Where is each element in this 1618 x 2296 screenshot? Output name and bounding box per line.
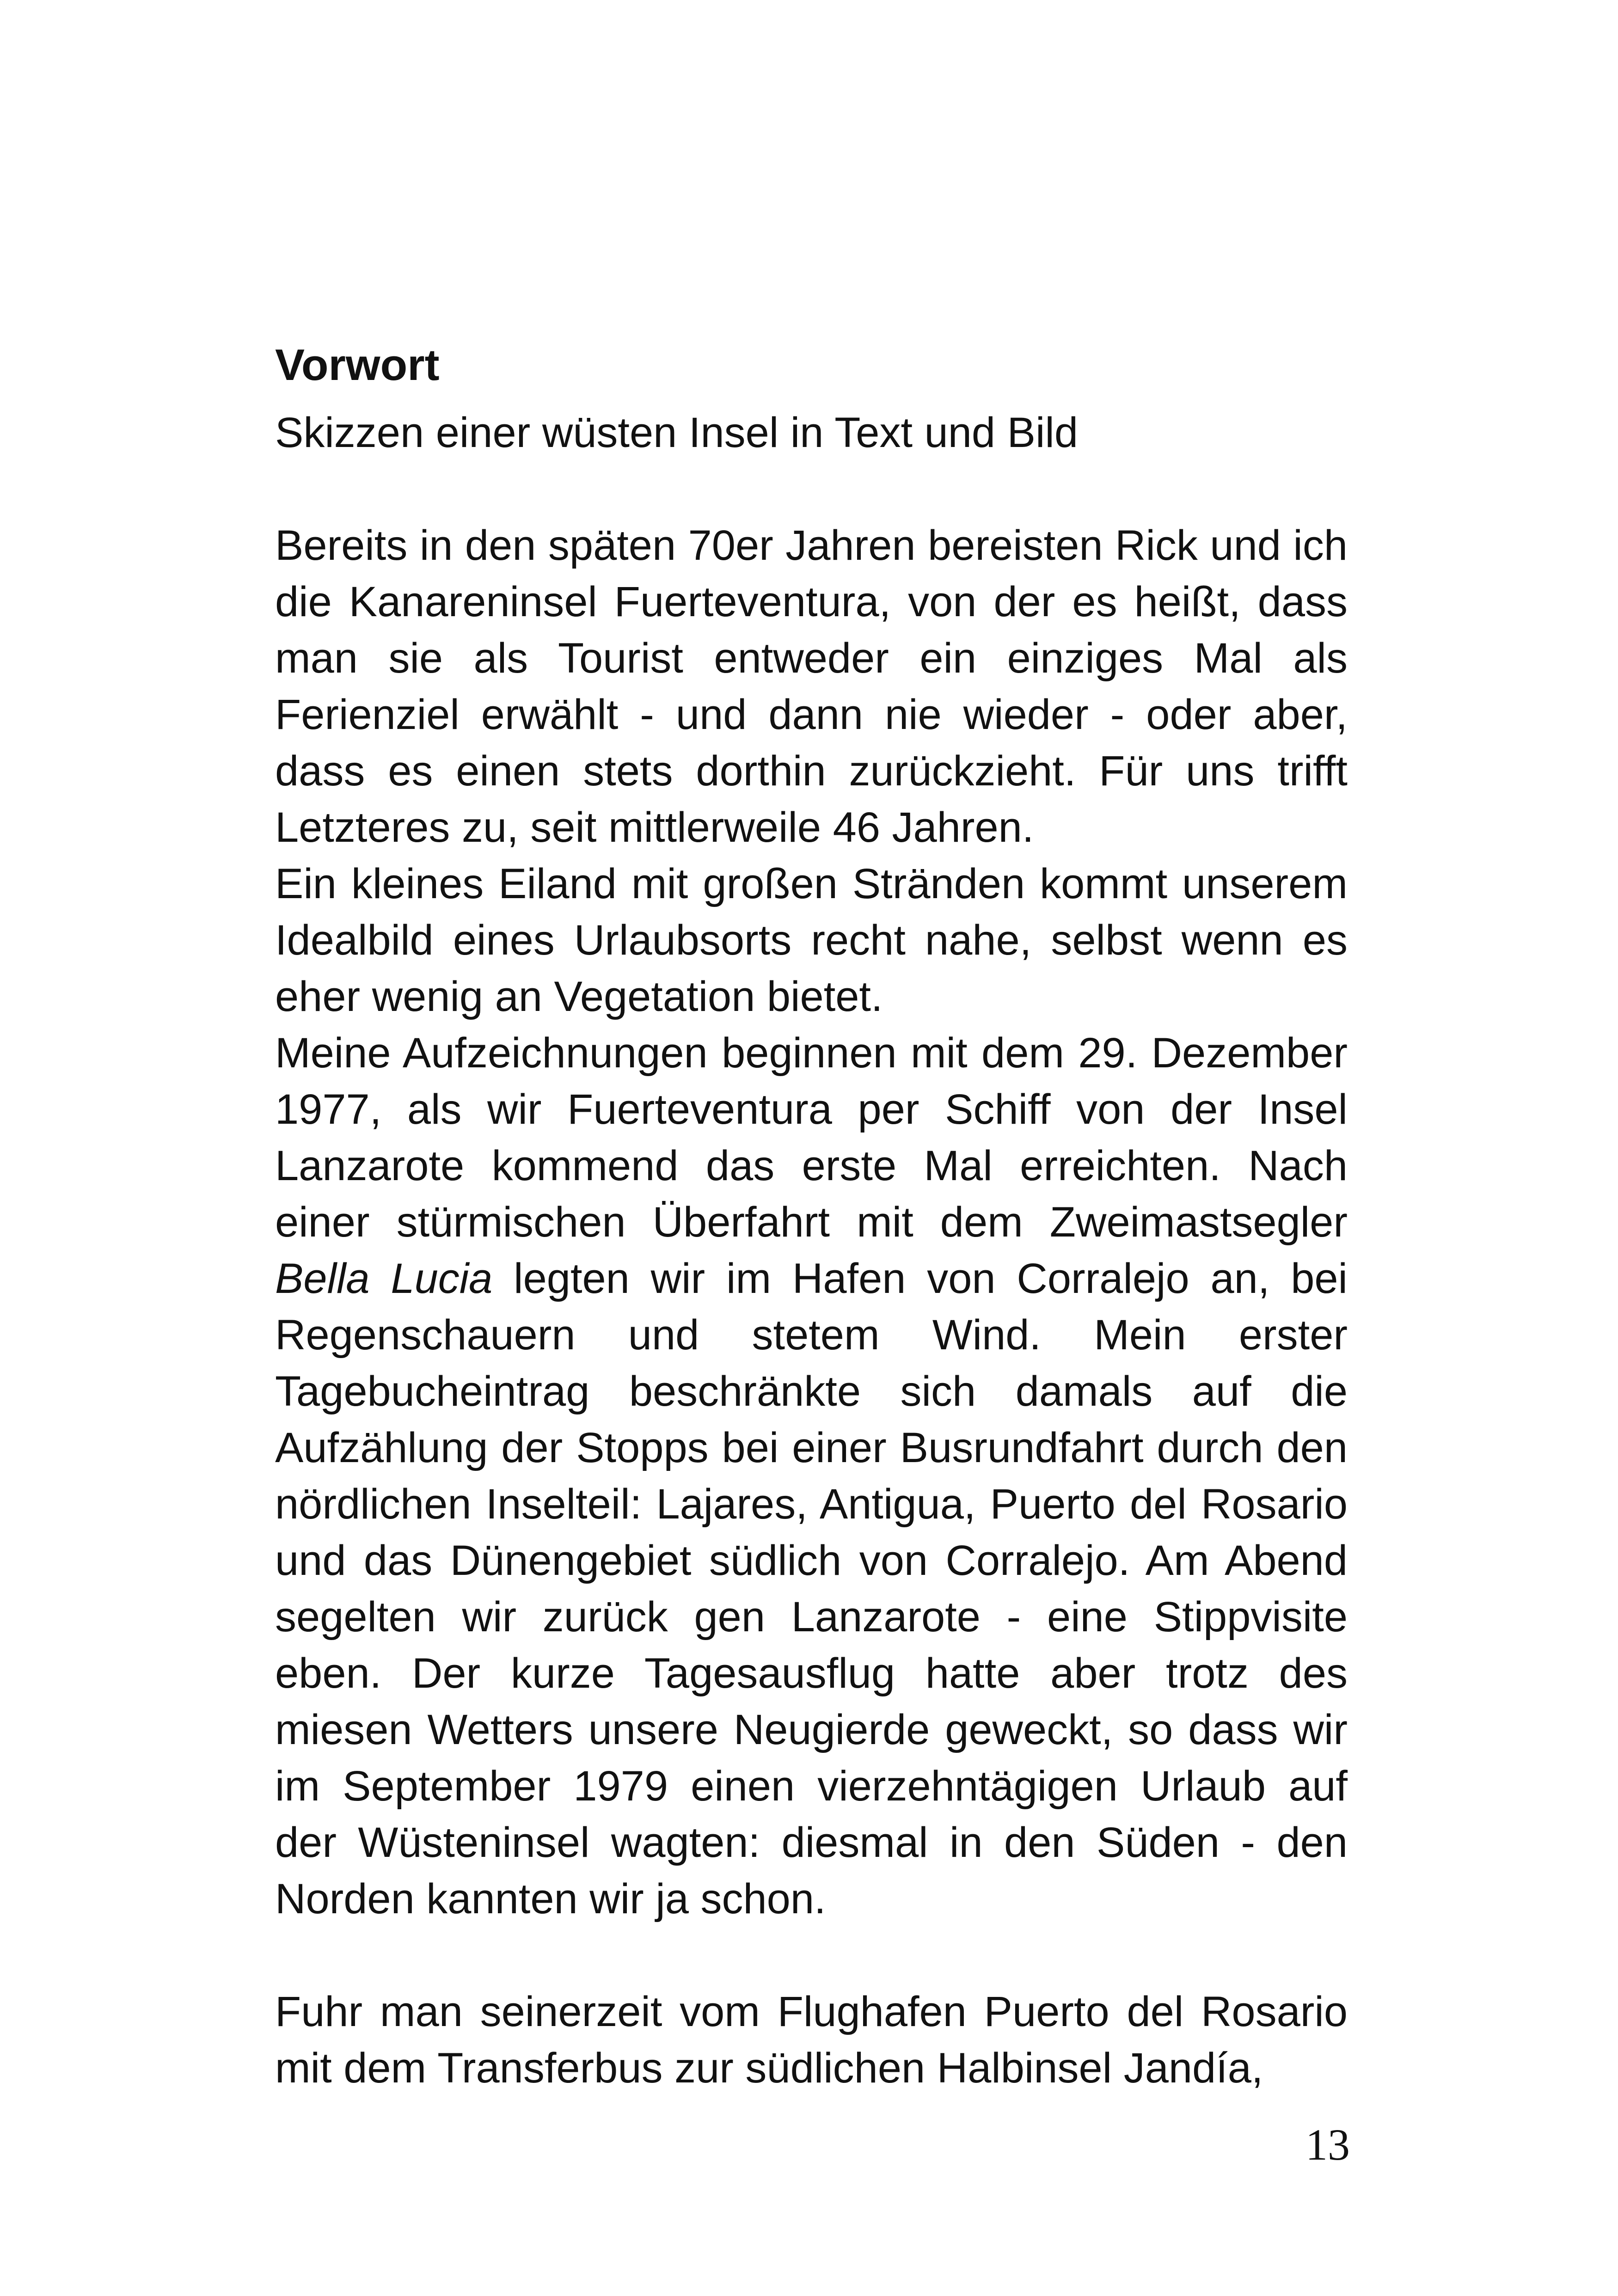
paragraph-1: Bereits in den späten 70er Jahren bereisten Rick und ich die Kanareninsel Fuerteventura, von der es heißt, dass man sie als Tourist entweder ein einziges Mal als Ferienziel erwählt - und dann nie wieder - oder aber, dass es einen stets dorthin zurückzieht. Für uns trifft Letzteres zu, seit mittlerweile 46 Jahren.	[275, 522, 1348, 851]
paragraph-4: Fuhr man seinerzeit vom Flughafen Puerto del Rosario mit dem Transferbus zur südlichen Halbinsel Jandía,	[275, 1988, 1348, 2092]
paragraph-spacer	[275, 461, 1348, 517]
paragraph-spacer	[275, 1927, 1348, 1984]
page-content	[275, 326, 1348, 2096]
paragraph-3-text-start: Meine Aufzeichnungen beginnen mit dem 29. Dezember 1977, als wir Fuerteventura per Schiff von der Insel Lanzarote kommend das erste Mal erreichten. Nach einer stürmischen Überfahrt mit dem Zweimastsegler	[275, 1029, 1348, 1246]
page-number: 13	[1305, 2120, 1350, 2169]
paragraph-3	[275, 1025, 1348, 1927]
paragraph-3-text-end: legten wir im Hafen von Corralejo an, bei Regenschauern und stetem Wind. Mein erster Tagebucheintrag beschränkte sich damals auf die Aufzählung der Stopps bei einer Busrundfahrt durch den nördlichen Inselteil: Lajares, Antigua, Puerto del Rosario und das Dünengebiet südlich von Corralejo. Am Abend segelten wir zurück gen Lanzarote - eine Stippvisite eben. Der kurze Tagesausflug hatte aber trotz des miesen Wetters unsere Neugierde geweckt, so dass wir im September 1979 einen vierzehntägigen Urlaub auf der Wüsteninsel wagten: diesmal in den Süden - den Norden kannten wir ja schon.	[275, 1255, 1348, 1923]
chapter-subtitle: Skizzen einer wüsten Insel in Text und Bild	[275, 409, 1079, 456]
paragraph-2: Ein kleines Eiland mit großen Stränden kommt unserem Idealbild eines Urlaubsorts recht nahe, selbst wenn es eher wenig an Vegetation bietet.	[275, 860, 1348, 1020]
ship-name: Bella Lucia	[275, 1255, 493, 1302]
chapter-heading: Vorwort	[275, 340, 440, 390]
